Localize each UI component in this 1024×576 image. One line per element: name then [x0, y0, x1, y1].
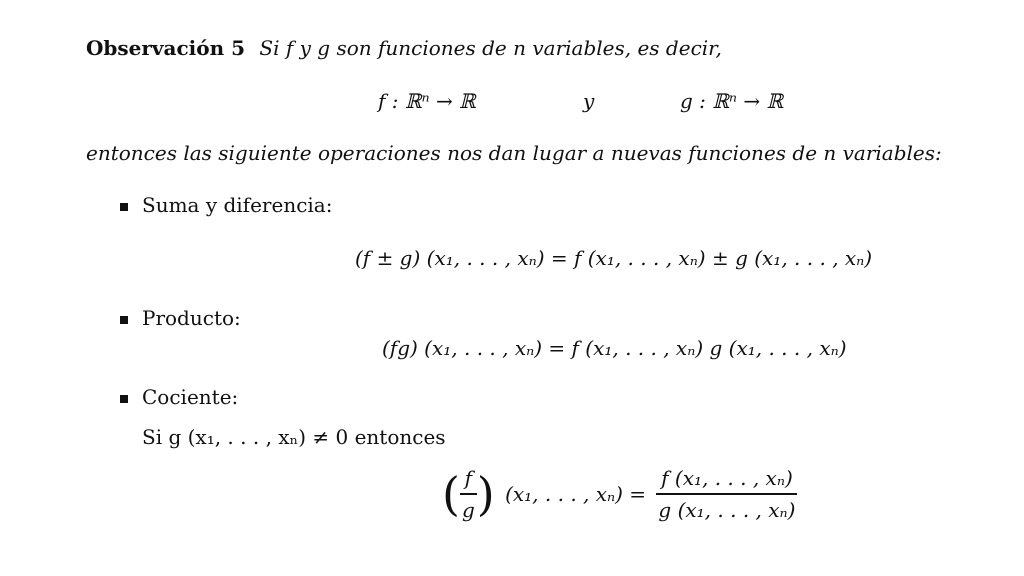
item-label-producto: Producto: [142, 306, 241, 330]
rhs-fraction [656, 466, 797, 522]
quotient-args: (x₁, . . . , xₙ) = [505, 481, 647, 506]
f-mapping: f : ℝⁿ → ℝ [378, 89, 476, 113]
mapping-conjunction: y [583, 89, 595, 113]
f-over-g-fraction [460, 466, 477, 522]
g-mapping: g : ℝⁿ → ℝ [680, 89, 784, 113]
right-paren: ) [476, 466, 495, 521]
observation-intro: Si f y g son funciones de n variables, es decir, [259, 36, 722, 60]
fraction-numerator: f [464, 466, 473, 490]
cociente-condition: Si g (x₁, . . . , xₙ) ≠ 0 entonces [142, 425, 446, 449]
continuation-text: entonces las siguiente operaciones nos dan lugar a nuevas funciones de n variables: [86, 141, 942, 165]
fraction-bar [460, 493, 477, 495]
item-label-cociente: Cociente: [142, 385, 239, 409]
fraction-denominator: g [461, 497, 475, 522]
bullet-marker [120, 203, 128, 211]
observation-line [86, 36, 722, 60]
formula-cociente [442, 466, 797, 522]
rhs-fraction-bar [656, 493, 797, 495]
left-paren: ( [442, 466, 460, 521]
formula-producto: (fg) (x₁, . . . , xₙ) = f (x₁, . . . , xₙ) g (x₁, . . . , xₙ) [382, 336, 847, 360]
observation-heading: Observación 5 [86, 36, 246, 60]
bullet-marker [120, 395, 128, 403]
rhs-denominator: g (x₁, . . . , xₙ) [658, 497, 796, 522]
item-label-suma: Suma y diferencia: [142, 193, 333, 217]
rhs-numerator: f (x₁, . . . , xₙ) [661, 466, 793, 490]
bullet-marker [120, 316, 128, 324]
formula-suma: (f ± g) (x₁, . . . , xₙ) = f (x₁, . . . , xₙ) ± g (x₁, . . . , xₙ) [355, 246, 873, 270]
